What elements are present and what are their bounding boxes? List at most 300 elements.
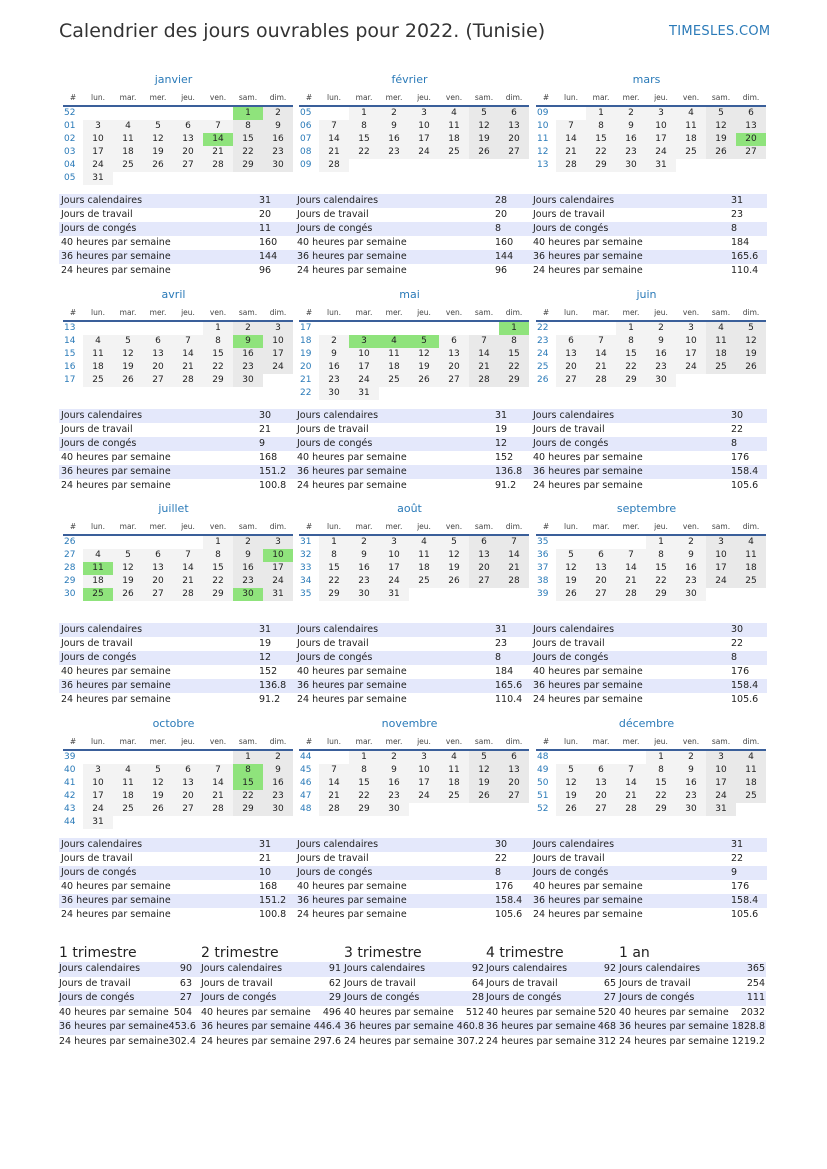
stat-row <box>295 866 531 880</box>
day-cell: 25 <box>439 146 469 159</box>
day-cell: 3 <box>409 751 439 764</box>
day-cell: 12 <box>556 777 586 790</box>
day-cell: 10 <box>646 120 676 133</box>
stat-row <box>59 623 295 637</box>
stat-label: 40 heures par semaine <box>61 237 171 248</box>
stat-label: Jours de travail <box>533 638 605 649</box>
day-cell: 21 <box>203 790 233 803</box>
stat-row <box>531 423 767 437</box>
day-cell: 29 <box>233 803 263 816</box>
week-number: 27 <box>64 550 76 560</box>
weekday-header: ven. <box>203 306 233 322</box>
week-number: 40 <box>64 765 76 775</box>
summary-label: 40 heures par semaine <box>344 1006 454 1018</box>
day-cell: 3 <box>646 107 676 120</box>
day-cell: 13 <box>499 120 529 133</box>
day-cell: 16 <box>379 777 409 790</box>
day-cell: 19 <box>736 348 766 361</box>
day-cell: 17 <box>409 777 439 790</box>
calendar-grid <box>63 520 287 601</box>
day-cell: 20 <box>586 790 616 803</box>
stat-value: 8 <box>495 223 502 234</box>
stat-label: 36 heures par semaine <box>61 680 171 691</box>
empty-cell <box>83 536 113 549</box>
stat-row <box>295 423 531 437</box>
stat-row <box>531 222 767 236</box>
stat-value: 8 <box>495 652 502 663</box>
stat-row <box>59 651 295 665</box>
summary-label: 36 heures par semaine <box>344 1021 454 1032</box>
day-cell: 26 <box>409 374 439 387</box>
day-cell: 29 <box>586 159 616 172</box>
empty-cell <box>439 387 469 400</box>
day-cell: 9 <box>379 764 409 777</box>
calendar-grid <box>536 735 760 816</box>
day-cell: 9 <box>233 549 263 562</box>
day-cell: 18 <box>439 777 469 790</box>
stat-value: 105.6 <box>731 909 759 920</box>
day-cell: 29 <box>646 588 676 601</box>
month-name: août <box>397 502 422 515</box>
summary-value: 468 <box>597 1021 616 1032</box>
stat-row <box>295 250 531 264</box>
day-cell: 23 <box>263 146 293 159</box>
empty-cell <box>379 322 409 335</box>
stat-label: 24 heures par semaine <box>297 265 407 276</box>
stat-row <box>531 908 767 922</box>
day-cell: 21 <box>616 790 646 803</box>
day-cell: 13 <box>143 562 173 575</box>
stat-label: 24 heures par semaine <box>61 694 171 705</box>
summary-value: 27 <box>179 992 192 1003</box>
empty-cell <box>113 751 143 764</box>
stat-row <box>531 437 767 451</box>
day-cell: 28 <box>469 374 499 387</box>
day-cell: 8 <box>646 764 676 777</box>
stat-value: 136.8 <box>259 680 287 691</box>
stat-value: 152 <box>259 666 278 677</box>
month-stats <box>531 194 767 278</box>
week-number: 48 <box>537 752 549 762</box>
day-cell: 2 <box>379 107 409 120</box>
stat-label: Jours de congés <box>297 223 373 234</box>
day-cell: 17 <box>263 348 293 361</box>
stat-value: 30 <box>731 410 744 421</box>
calendar-grid <box>63 91 287 185</box>
day-cell: 4 <box>736 536 766 549</box>
stat-label: 24 heures par semaine <box>61 909 171 920</box>
summary-title: 4 trimestre <box>486 945 564 961</box>
stat-label: Jours calendaires <box>297 195 379 206</box>
summary-label: Jours de travail <box>344 977 416 989</box>
month-7 <box>63 501 287 601</box>
month-12 <box>536 716 760 816</box>
day-cell: 28 <box>319 803 349 816</box>
day-cell: 9 <box>319 348 349 361</box>
empty-cell <box>616 751 646 764</box>
stat-value: 136.8 <box>495 466 523 477</box>
empty-cell <box>203 751 233 764</box>
week-number: 51 <box>537 791 549 801</box>
summary-row <box>201 962 341 977</box>
summary-row <box>619 1006 765 1021</box>
calendar-grid <box>536 91 760 172</box>
day-cell: 11 <box>736 549 766 562</box>
day-cell: 4 <box>409 536 439 549</box>
weekday-header: ven. <box>676 735 706 751</box>
stat-row <box>531 665 767 679</box>
stat-value: 31 <box>495 624 508 635</box>
day-cell: 13 <box>439 348 469 361</box>
holiday-cell: 1 <box>499 322 529 335</box>
day-cell: 8 <box>349 764 379 777</box>
day-cell: 31 <box>263 588 293 601</box>
weekday-header: mar. <box>586 91 616 107</box>
summary-row <box>59 1020 196 1035</box>
day-cell: 15 <box>646 777 676 790</box>
stat-row <box>531 693 767 707</box>
summary-column <box>59 944 196 1049</box>
empty-cell <box>556 322 586 335</box>
month-name: septembre <box>616 502 677 515</box>
day-cell: 5 <box>469 751 499 764</box>
stat-row <box>295 479 531 493</box>
day-cell: 28 <box>173 588 203 601</box>
day-cell: 21 <box>319 146 349 159</box>
day-cell: 5 <box>439 536 469 549</box>
calendar-grid <box>63 306 287 387</box>
summary-label: 36 heures par semaine <box>59 1021 169 1032</box>
calendar-grid <box>299 520 523 601</box>
empty-cell <box>706 374 736 387</box>
holiday-cell: 9 <box>233 335 263 348</box>
summary-value: 302.4 <box>168 1035 196 1047</box>
month-name: juin <box>636 288 657 301</box>
week-number: 35 <box>537 537 549 547</box>
stat-label: 40 heures par semaine <box>297 237 407 248</box>
stat-row <box>59 665 295 679</box>
day-cell: 10 <box>706 549 736 562</box>
day-cell: 18 <box>409 562 439 575</box>
summary-title: 1 an <box>619 945 650 961</box>
weekday-header: dim. <box>263 735 293 751</box>
day-cell: 10 <box>676 335 706 348</box>
day-cell: 14 <box>173 348 203 361</box>
day-cell: 1 <box>349 751 379 764</box>
day-cell: 20 <box>586 575 616 588</box>
weekday-header: # <box>63 735 83 751</box>
day-cell: 20 <box>556 361 586 374</box>
summary-label: 36 heures par semaine <box>201 1021 311 1032</box>
stat-row <box>531 479 767 493</box>
stat-row <box>59 222 295 236</box>
day-cell: 16 <box>676 777 706 790</box>
day-cell: 18 <box>83 361 113 374</box>
summary-row <box>59 991 192 1006</box>
stat-label: 36 heures par semaine <box>297 251 407 262</box>
summary-column <box>344 944 484 1049</box>
summary-value: 28 <box>471 992 484 1003</box>
empty-cell <box>736 374 766 387</box>
week-number: 32 <box>300 550 312 560</box>
weekday-header: mar. <box>349 306 379 322</box>
week-number: 07 <box>300 134 312 144</box>
weekday-header: mer. <box>143 735 173 751</box>
week-number: 13 <box>537 160 549 170</box>
month-name: mars <box>632 73 661 86</box>
stat-row <box>295 236 531 250</box>
month-stats <box>59 838 295 922</box>
empty-cell <box>319 751 349 764</box>
empty-cell <box>499 387 529 400</box>
empty-cell <box>173 172 203 185</box>
week-number: 22 <box>300 388 312 398</box>
weekday-header: sam. <box>233 520 263 536</box>
day-cell: 29 <box>203 374 233 387</box>
day-cell: 2 <box>676 751 706 764</box>
day-cell: 27 <box>499 146 529 159</box>
month-stats <box>59 623 295 707</box>
stat-row <box>295 451 531 465</box>
site-link[interactable]: TIMESLES.COM <box>669 24 771 39</box>
week-number: 09 <box>537 108 549 118</box>
stat-value: 31 <box>495 410 508 421</box>
holiday-cell: 11 <box>83 562 113 575</box>
weekday-header: mer. <box>143 520 173 536</box>
holiday-cell: 30 <box>233 588 263 601</box>
weekday-header: mar. <box>349 735 379 751</box>
week-number: 14 <box>64 336 76 346</box>
day-cell: 26 <box>143 803 173 816</box>
weekday-header: ven. <box>439 520 469 536</box>
weekday-header: mar. <box>586 735 616 751</box>
day-cell: 14 <box>616 562 646 575</box>
day-cell: 18 <box>706 348 736 361</box>
day-cell: 14 <box>499 549 529 562</box>
day-cell: 26 <box>113 588 143 601</box>
day-cell: 29 <box>646 803 676 816</box>
empty-cell <box>439 803 469 816</box>
calendar-grid <box>63 735 287 829</box>
empty-cell <box>233 172 263 185</box>
day-cell: 24 <box>676 361 706 374</box>
day-cell: 4 <box>113 120 143 133</box>
stat-label: 36 heures par semaine <box>61 466 171 477</box>
day-cell: 5 <box>736 322 766 335</box>
holiday-cell: 20 <box>736 133 766 146</box>
weekday-header: lun. <box>83 306 113 322</box>
day-cell: 22 <box>586 146 616 159</box>
day-cell: 26 <box>556 588 586 601</box>
month-6 <box>536 287 760 387</box>
month-name: avril <box>161 288 186 301</box>
week-number: 20 <box>300 362 312 372</box>
empty-cell <box>409 387 439 400</box>
week-number: 43 <box>64 804 76 814</box>
weekday-header: sam. <box>469 91 499 107</box>
day-cell: 21 <box>173 361 203 374</box>
summary-value: 2032 <box>740 1006 765 1018</box>
day-cell: 19 <box>439 562 469 575</box>
stat-value: 30 <box>495 839 508 850</box>
summary-value: 307.2 <box>456 1035 484 1047</box>
day-cell: 27 <box>439 374 469 387</box>
day-cell: 14 <box>173 562 203 575</box>
weekday-header: mer. <box>616 91 646 107</box>
stat-label: Jours de travail <box>297 209 369 220</box>
day-cell: 8 <box>349 120 379 133</box>
stat-value: 110.4 <box>495 694 523 705</box>
empty-cell <box>143 107 173 120</box>
month-name: mai <box>399 288 420 301</box>
weekday-header: sam. <box>706 735 736 751</box>
empty-cell <box>706 159 736 172</box>
summary-value: 365 <box>746 963 765 974</box>
empty-cell <box>439 159 469 172</box>
day-cell: 21 <box>319 790 349 803</box>
weekday-header: mer. <box>379 520 409 536</box>
summary-label: 24 heures par semaine <box>486 1035 596 1047</box>
week-number: 39 <box>537 589 549 599</box>
weekday-header: ven. <box>439 91 469 107</box>
week-number: 05 <box>64 173 76 183</box>
stat-label: 36 heures par semaine <box>297 680 407 691</box>
weekday-header: jeu. <box>646 735 676 751</box>
summary-label: 24 heures par semaine <box>619 1035 729 1047</box>
day-cell: 15 <box>203 348 233 361</box>
summary-value: 254 <box>746 977 765 989</box>
weekday-header: mar. <box>113 735 143 751</box>
month-10 <box>63 716 287 829</box>
stat-value: 176 <box>495 881 514 892</box>
stat-value: 9 <box>259 438 266 449</box>
empty-cell <box>203 107 233 120</box>
stat-value: 168 <box>259 452 278 463</box>
day-cell: 21 <box>203 146 233 159</box>
summary-label: Jours de congés <box>344 992 420 1003</box>
stat-value: 28 <box>495 195 508 206</box>
day-cell: 2 <box>379 751 409 764</box>
stat-row <box>531 651 767 665</box>
empty-cell <box>143 172 173 185</box>
day-cell: 23 <box>676 790 706 803</box>
weekday-header: # <box>299 520 319 536</box>
stat-value: 168 <box>259 881 278 892</box>
month-stats <box>59 194 295 278</box>
day-cell: 16 <box>319 361 349 374</box>
day-cell: 19 <box>409 361 439 374</box>
stat-value: 176 <box>731 452 750 463</box>
stat-label: 40 heures par semaine <box>533 452 643 463</box>
month-stats <box>531 409 767 493</box>
day-cell: 19 <box>113 575 143 588</box>
stat-value: 22 <box>731 853 744 864</box>
day-cell: 23 <box>233 361 263 374</box>
weekday-header: mer. <box>616 735 646 751</box>
day-cell: 19 <box>113 361 143 374</box>
empty-cell <box>173 536 203 549</box>
day-cell: 22 <box>203 575 233 588</box>
summary-label: Jours calendaires <box>59 963 141 974</box>
summary-row <box>486 962 616 977</box>
stat-value: 19 <box>259 638 272 649</box>
weekday-header: lun. <box>319 735 349 751</box>
empty-cell <box>556 536 586 549</box>
stat-value: 105.6 <box>731 694 759 705</box>
day-cell: 12 <box>736 335 766 348</box>
day-cell: 25 <box>676 146 706 159</box>
stat-label: Jours de congés <box>533 438 609 449</box>
empty-cell <box>173 751 203 764</box>
summary-value: 312 <box>597 1035 616 1047</box>
day-cell: 7 <box>616 549 646 562</box>
day-cell: 24 <box>409 146 439 159</box>
week-number: 03 <box>64 147 76 157</box>
stat-row <box>59 194 295 208</box>
day-cell: 21 <box>499 562 529 575</box>
day-cell: 27 <box>556 374 586 387</box>
day-cell: 12 <box>113 562 143 575</box>
stat-row <box>295 437 531 451</box>
day-cell: 11 <box>736 764 766 777</box>
day-cell: 5 <box>469 107 499 120</box>
day-cell: 26 <box>469 146 499 159</box>
month-stats <box>295 623 531 707</box>
stat-value: 96 <box>495 265 508 276</box>
week-number: 05 <box>300 108 312 118</box>
day-cell: 30 <box>676 803 706 816</box>
stat-row <box>295 208 531 222</box>
day-cell: 24 <box>349 374 379 387</box>
empty-cell <box>409 159 439 172</box>
day-cell: 18 <box>113 146 143 159</box>
empty-cell <box>616 536 646 549</box>
empty-cell <box>379 387 409 400</box>
week-number: 26 <box>537 375 549 385</box>
day-cell: 13 <box>143 348 173 361</box>
stat-label: Jours calendaires <box>297 624 379 635</box>
summary-label: Jours de travail <box>59 977 131 989</box>
calendar-grid <box>299 91 523 172</box>
summary-title: 2 trimestre <box>201 945 279 961</box>
day-cell: 25 <box>113 159 143 172</box>
summary-value: 29 <box>328 992 341 1003</box>
stat-row <box>59 693 295 707</box>
stat-row <box>59 451 295 465</box>
weekday-header: jeu. <box>646 306 676 322</box>
weekday-header: dim. <box>499 520 529 536</box>
stat-label: 40 heures par semaine <box>297 881 407 892</box>
week-number: 46 <box>300 778 312 788</box>
day-cell: 29 <box>349 803 379 816</box>
day-cell: 31 <box>83 816 113 829</box>
empty-cell <box>469 322 499 335</box>
summary-value: 297.6 <box>313 1035 341 1047</box>
day-cell: 7 <box>203 764 233 777</box>
day-cell: 28 <box>203 803 233 816</box>
stat-row <box>59 437 295 451</box>
stat-row <box>59 208 295 222</box>
empty-cell <box>113 172 143 185</box>
day-cell: 27 <box>173 159 203 172</box>
day-cell: 12 <box>409 348 439 361</box>
day-cell: 23 <box>379 790 409 803</box>
day-cell: 7 <box>556 120 586 133</box>
day-cell: 15 <box>349 133 379 146</box>
weekday-header: dim. <box>499 91 529 107</box>
stat-value: 20 <box>495 209 508 220</box>
stat-row <box>59 838 295 852</box>
